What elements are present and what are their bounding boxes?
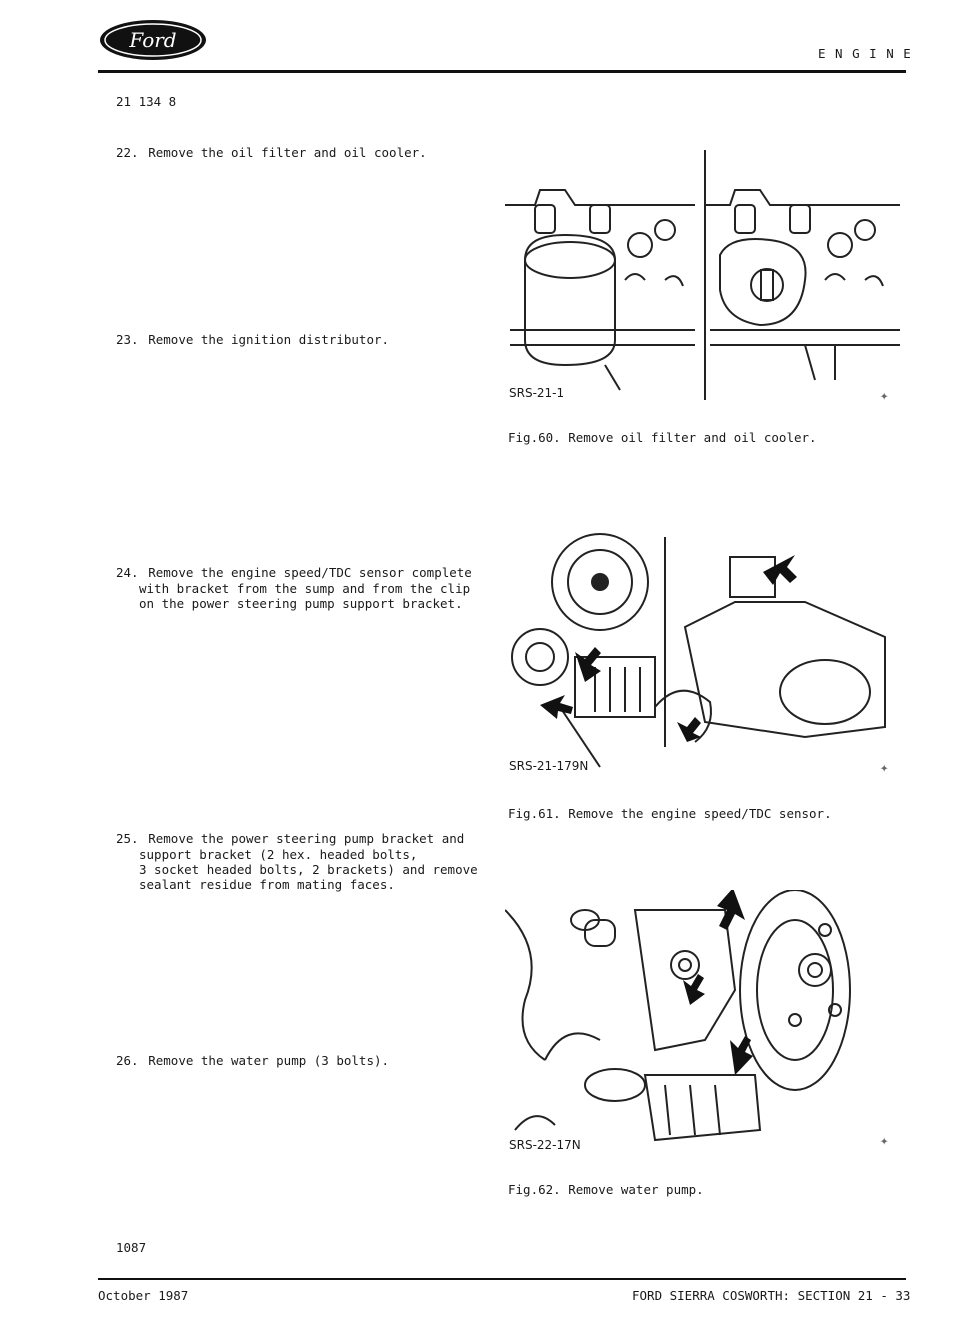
step-text: on the power steering pump support bracket. <box>139 596 463 611</box>
step-24 <box>116 562 472 611</box>
step-25 <box>116 828 478 892</box>
figure-62-caption: Fig.62. Remove water pump. <box>508 1182 704 1197</box>
step-22 <box>116 142 427 161</box>
step-text: Remove the ignition distributor. <box>148 332 390 347</box>
reference-number: 21 134 8 <box>116 94 177 109</box>
step-text: sealant residue from mating faces. <box>139 877 395 892</box>
registration-mark-icon: ✦ <box>880 760 889 776</box>
figure-60 <box>505 150 900 410</box>
speed-sensor-diagram <box>505 527 900 777</box>
figure-code: SRS-22-17N <box>509 1138 581 1152</box>
figure-code: SRS-21-1 <box>509 386 565 400</box>
water-pump-diagram <box>505 890 855 1155</box>
step-text: Remove the power steering pump bracket and <box>148 831 465 846</box>
section-title: E N G I N E <box>818 46 912 61</box>
step-number: 25. <box>116 831 139 846</box>
step-text: Remove the water pump (3 bolts). <box>148 1053 390 1068</box>
step-23 <box>116 329 389 348</box>
ford-logo <box>98 18 208 62</box>
step-text: Remove the engine speed/TDC sensor complete <box>148 565 472 580</box>
footer-date: October 1987 <box>98 1288 189 1303</box>
step-number: 26. <box>116 1053 139 1068</box>
header-rule <box>98 70 906 73</box>
step-number: 22. <box>116 145 139 160</box>
ford-oval-icon <box>98 18 208 62</box>
step-text: 3 socket headed bolts, 2 brackets) and remove <box>139 862 478 877</box>
page-number: 1087 <box>116 1240 147 1255</box>
step-text: Remove the oil filter and oil cooler. <box>148 145 427 160</box>
figure-code: SRS-21-179N <box>509 759 589 773</box>
figure-60-caption: Fig.60. Remove oil filter and oil cooler. <box>508 430 817 445</box>
registration-mark-icon: ✦ <box>880 388 889 404</box>
footer-rule <box>98 1278 906 1280</box>
oil-filter-diagram <box>505 150 900 410</box>
step-26 <box>116 1050 389 1069</box>
ford-logo-text: Ford <box>129 28 177 52</box>
step-text: support bracket (2 hex. headed bolts, <box>139 847 418 862</box>
step-text: with bracket from the sump and from the clip <box>139 581 471 596</box>
step-number: 24. <box>116 565 139 580</box>
footer-publication: FORD SIERRA COSWORTH: SECTION 21 - 33 <box>632 1288 911 1303</box>
registration-mark-icon: ✦ <box>880 1133 889 1149</box>
figure-62 <box>505 890 855 1155</box>
figure-61 <box>505 527 900 777</box>
figure-61-caption: Fig.61. Remove the engine speed/TDC sensor. <box>508 806 832 821</box>
step-number: 23. <box>116 332 139 347</box>
